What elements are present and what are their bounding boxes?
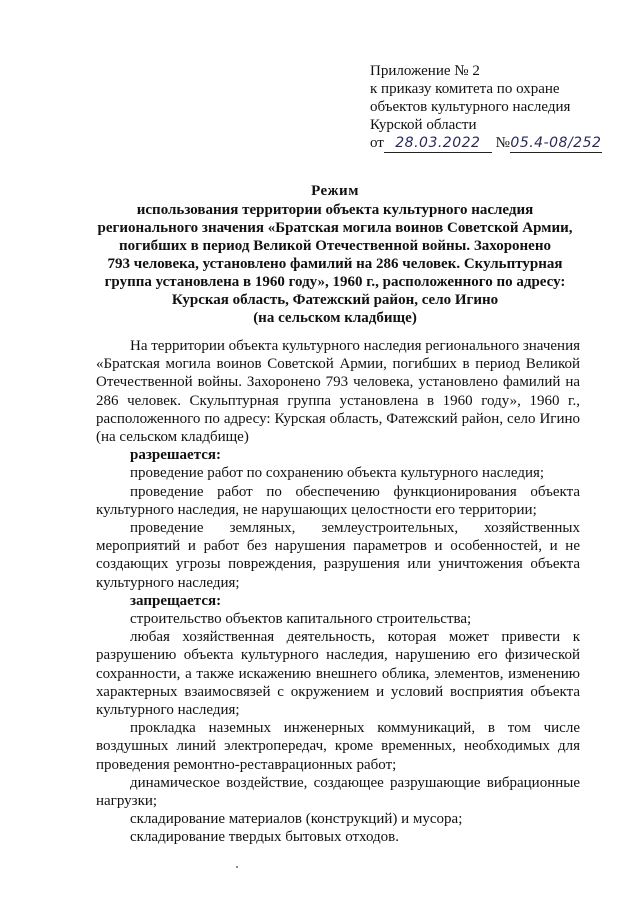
number-prefix: № <box>495 135 510 151</box>
appendix-committee-line: объектов культурного наследия <box>370 99 571 115</box>
allowed-label: разрешается: <box>130 447 222 464</box>
document-body <box>96 337 580 847</box>
title-line: группа установлена в 1960 году», 1960 г., расположенного по адресу: <box>104 274 566 290</box>
title-line: использования территории объекта культурного наследия <box>136 202 534 218</box>
forbidden-item: складирование твердых бытовых отходов. <box>130 829 400 846</box>
forbidden-item: любая хозяйственная деятельность, которая может привести к разрушению объекта культурного наследия, нарушению его физической сохранности, а также искажению внешнего облика, элементов, изменению характерных взаимосвязей с окружением и условий восприятия объекта культурного наследия; <box>96 629 580 719</box>
forbidden-label: запрещается: <box>130 592 222 609</box>
document-title <box>70 182 600 327</box>
forbidden-item: динамическое воздействие, создающее разрушающие вибрационные нагрузки; <box>96 774 580 810</box>
allowed-item: проведение работ по сохранению объекта культурного наследия; <box>130 465 545 482</box>
title-line: регионального значения «Братская могила воинов Советской Армии, <box>97 220 573 236</box>
appendix-region-line: Курской области <box>370 117 477 133</box>
scan-speck <box>236 866 238 868</box>
title-line: Курская область, Фатежский район, село Игино <box>171 292 499 308</box>
title-heading: Режим <box>311 183 359 199</box>
appendix-block <box>370 62 620 153</box>
forbidden-item: складирование материалов (конструкций) и мусора; <box>130 811 463 828</box>
appendix-number: Приложение № 2 <box>370 63 480 79</box>
handwritten-date: 28.03.2022 <box>384 134 492 153</box>
allowed-item: проведение работ по обеспечению функционирования объекта культурного наследия, не нарушающих целостности его территории; <box>96 483 580 518</box>
title-line: 793 человека, установлено фамилий на 286 человек. Скульптурная <box>107 256 563 272</box>
title-line: (на сельском кладбище) <box>253 310 417 326</box>
allowed-item: проведение земляных, землеустроительных, хозяйственных мероприятий и работ без нарушения параметров и особенностей, и не создающих угрозы повреждения, разрушения или уничтожения объекта культурного наследия; <box>96 520 580 591</box>
appendix-order-line: к приказу комитета по охране <box>370 81 560 97</box>
handwritten-number: 05.4-08/252 <box>510 135 602 151</box>
title-line: погибших в период Великой Отечественной войны. Захоронено <box>119 238 551 254</box>
order-date-number <box>370 134 620 153</box>
forbidden-item: строительство объектов капитального строительства; <box>130 611 472 628</box>
date-prefix: от <box>370 135 384 151</box>
forbidden-item: прокладка наземных инженерных коммуникаций, в том числе воздушных линий электропередач, кроме временных, необходимых для проведения ремонтно-реставрационных работ; <box>96 720 580 773</box>
intro-paragraph: На территории объекта культурного наследия регионального значения «Братская могила воинов Советской Армии, погибших в период Великой Отечественной войны. Захоронено 793 человека, установлено фамилий на 286 человек. Скульптурная группа установлена в 1960 году», 1960 г., расположенного по адресу: Курская область, Фатежский район, село Игино (на сельском кладбище) <box>96 338 580 446</box>
